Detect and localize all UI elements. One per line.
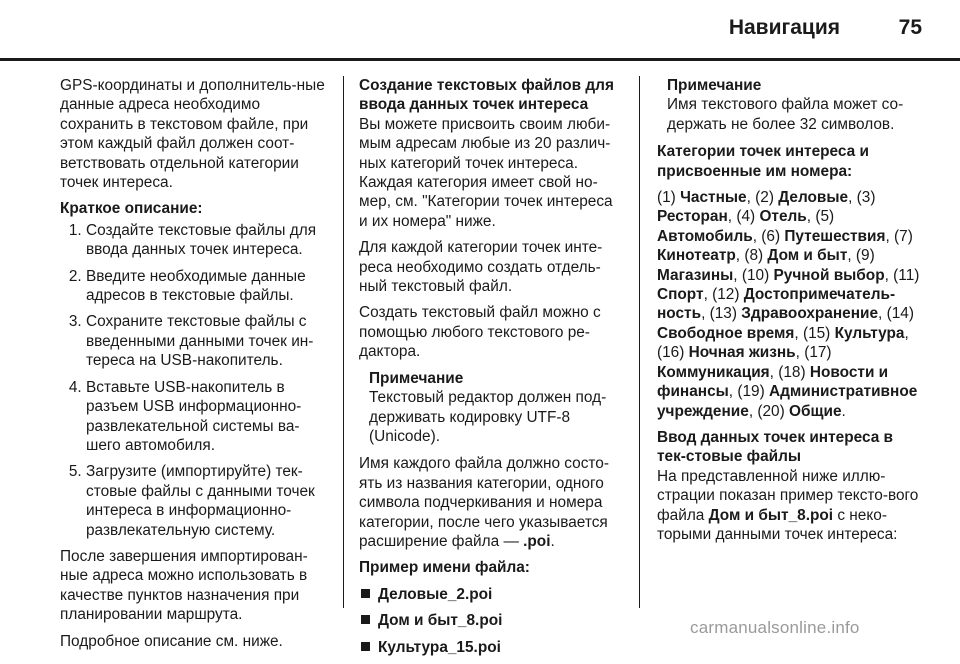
column-divider-2 [639, 76, 640, 608]
note-text: Текстовый редактор должен под-держивать кодировку UTF-8 (Unicode). [369, 389, 607, 445]
category-separator: , [727, 208, 737, 226]
category-separator: , [904, 324, 909, 342]
category-separator: , [769, 363, 779, 381]
category-name: Административное учреждение [657, 383, 918, 420]
square-bullet-icon [361, 642, 370, 651]
category-name: Дом и быт [767, 247, 848, 265]
column-2 [359, 76, 625, 664]
column-3 [657, 76, 925, 551]
category-separator: , [703, 286, 713, 304]
category-number: (11) [893, 266, 920, 284]
category-number: (15) [802, 324, 835, 342]
filename-rule-end: . [550, 532, 555, 550]
category-separator: , [748, 402, 758, 420]
category-separator: , [735, 247, 745, 265]
page-header [0, 0, 960, 62]
column-1 [60, 76, 332, 658]
column-divider-1 [343, 76, 344, 608]
filename-length-note [667, 76, 925, 134]
step-item: 1. Создайте текстовые файлы для ввода данных точек интереса. [86, 221, 332, 260]
input-data-heading: Ввод данных точек интереса в тек-стовые файлы [657, 428, 893, 466]
step-item: 5. Загрузите (импортируйте) тек-стовые файлы с данными точек интереса в информационно-развлекательную систему. [86, 462, 332, 540]
category-number: (3) [856, 189, 876, 207]
file-extension: .poi [523, 532, 551, 550]
categories-paragraph: Вы можете присвоить своим люби-мым адресам любые из 20 различ-ных категорий точек интереса. Каждая категория имеет свой но-мер, см. "Категории точек интереса и их номера" ниже. [359, 115, 613, 230]
category-number: (10) [741, 266, 774, 284]
example-filename: Деловые_2.poi [378, 585, 493, 603]
header-divider [0, 58, 960, 61]
category-separator: , [795, 344, 805, 362]
encoding-note [369, 369, 625, 447]
category-name: Кинотеатр [657, 247, 736, 265]
step-item: 3. Сохраните текстовые файлы с введенными данными точек ин-тереса на USB-накопитель. [86, 312, 332, 370]
category-name: Автомобиль [657, 227, 753, 245]
example-file-name: Дом и быт_8.poi [708, 506, 834, 524]
note-text: Имя текстового файла может со-держать не более 32 символов. [667, 96, 904, 133]
category-name: Достопримечатель-ность [657, 286, 896, 323]
category-number: (1) [657, 189, 681, 207]
category-numbers-heading: Категории точек интереса и присвоенные им номера: [657, 143, 869, 180]
category-number: (20) [757, 402, 790, 420]
category-separator: , [794, 324, 803, 342]
category-name: Отель [759, 208, 807, 226]
category-name: Коммуникация [657, 363, 770, 381]
category-name: Спорт [657, 286, 704, 304]
category-separator: , [701, 305, 710, 323]
category-number: (16) [657, 344, 689, 362]
category-separator: , [806, 208, 816, 226]
note-title: Примечание [369, 369, 464, 387]
category-separator: , [728, 383, 738, 401]
note-title: Примечание [667, 77, 762, 94]
summary-heading: Краткое описание: [60, 200, 203, 218]
filename-rule-paragraph [359, 454, 625, 551]
category-separator: , [752, 227, 762, 245]
square-bullet-icon [361, 589, 370, 598]
category-number: (9) [855, 247, 875, 265]
input-data-text-end: с неко-торыми данными точек интереса: [657, 506, 898, 543]
watermark: carmanualsonline.info [690, 618, 860, 637]
category-name: Общие [789, 402, 842, 420]
editor-paragraph: Создать текстовый файл можно с помощью любого текстового ре-дактора. [359, 304, 601, 361]
category-separator: , [847, 247, 856, 265]
category-number: (12) [712, 286, 744, 304]
page-number: 75 [898, 16, 922, 39]
category-separator: , [878, 305, 887, 323]
example-filename: Дом и быт_8.poi [378, 612, 503, 630]
category-separator: , [746, 189, 756, 207]
intro-paragraph: GPS-координаты и дополнитель-ные данные адреса необходимо сохранить в текстовом файле, при этом каждый файл должен соот-ветствовать отдельной категории точек интереса. [60, 77, 325, 192]
category-name: Путешествия [784, 227, 886, 245]
category-name: Частные [680, 189, 747, 207]
category-name: Новости и финансы [657, 363, 889, 401]
category-number: (14) [886, 305, 914, 323]
category-name: Магазины [657, 266, 734, 284]
category-number: (5) [815, 208, 835, 226]
create-files-heading: Создание текстовых файлов для ввода данных точек интереса [359, 77, 614, 114]
category-number: (17) [804, 344, 832, 362]
list-item [359, 585, 625, 604]
list-item [359, 611, 625, 630]
step-item: 4. Вставьте USB-накопитель в разъем USB информационно-развлекательной системы ва-шего автомобиля. [86, 378, 332, 456]
category-number: (18) [778, 363, 810, 381]
category-separator: , [733, 266, 742, 284]
category-name: Свободное время [657, 324, 795, 342]
list-item [359, 638, 625, 657]
input-data-text: На представленной ниже иллю-страции показан пример тексто-вого файла [657, 467, 919, 524]
input-data-paragraph [657, 467, 925, 545]
category-number: (19) [737, 383, 770, 401]
category-name: Ресторан [657, 208, 728, 226]
category-number: (6) [761, 227, 785, 245]
category-separator: , [884, 266, 894, 284]
example-heading: Пример имени файла: [359, 559, 530, 577]
category-name: Культура [834, 324, 905, 342]
category-number: (13) [709, 305, 742, 323]
after-import-paragraph: После завершения импортирован-ные адреса можно использовать в качестве пунктов назначения при планировании маршрута. [60, 547, 308, 624]
category-name: Ручной выбор [773, 266, 885, 284]
step-item: 2. Введите необходимые данные адресов в текстовые файлы. [86, 267, 332, 306]
square-bullet-icon [361, 615, 370, 624]
category-name: Ночная жизнь [688, 344, 796, 362]
page-title: Навигация [728, 16, 840, 39]
category-separator: , [848, 189, 857, 207]
separate-file-paragraph: Для каждой категории точек инте-реса необходимо создать отдель-ный текстовый файл. [359, 239, 603, 296]
category-name: Здравоохранение [741, 305, 879, 323]
category-number: (4) [736, 208, 760, 226]
category-separator: . [841, 402, 846, 420]
category-list [657, 188, 925, 421]
example-list [359, 585, 625, 657]
category-name: Деловые [778, 189, 849, 207]
category-number: (2) [755, 189, 779, 207]
steps-list [60, 221, 332, 540]
more-info-paragraph: Подробное описание см. ниже. [60, 632, 283, 650]
category-number: (7) [894, 227, 913, 245]
example-filename: Культура_15.poi [378, 638, 501, 656]
category-number: (8) [744, 247, 768, 265]
category-separator: , [885, 227, 895, 245]
filename-rule-text: Имя каждого файла должно состо-ять из названия категории, одного символа подчеркивания и номера категории, после чего указывается расширение файла — [359, 455, 609, 550]
